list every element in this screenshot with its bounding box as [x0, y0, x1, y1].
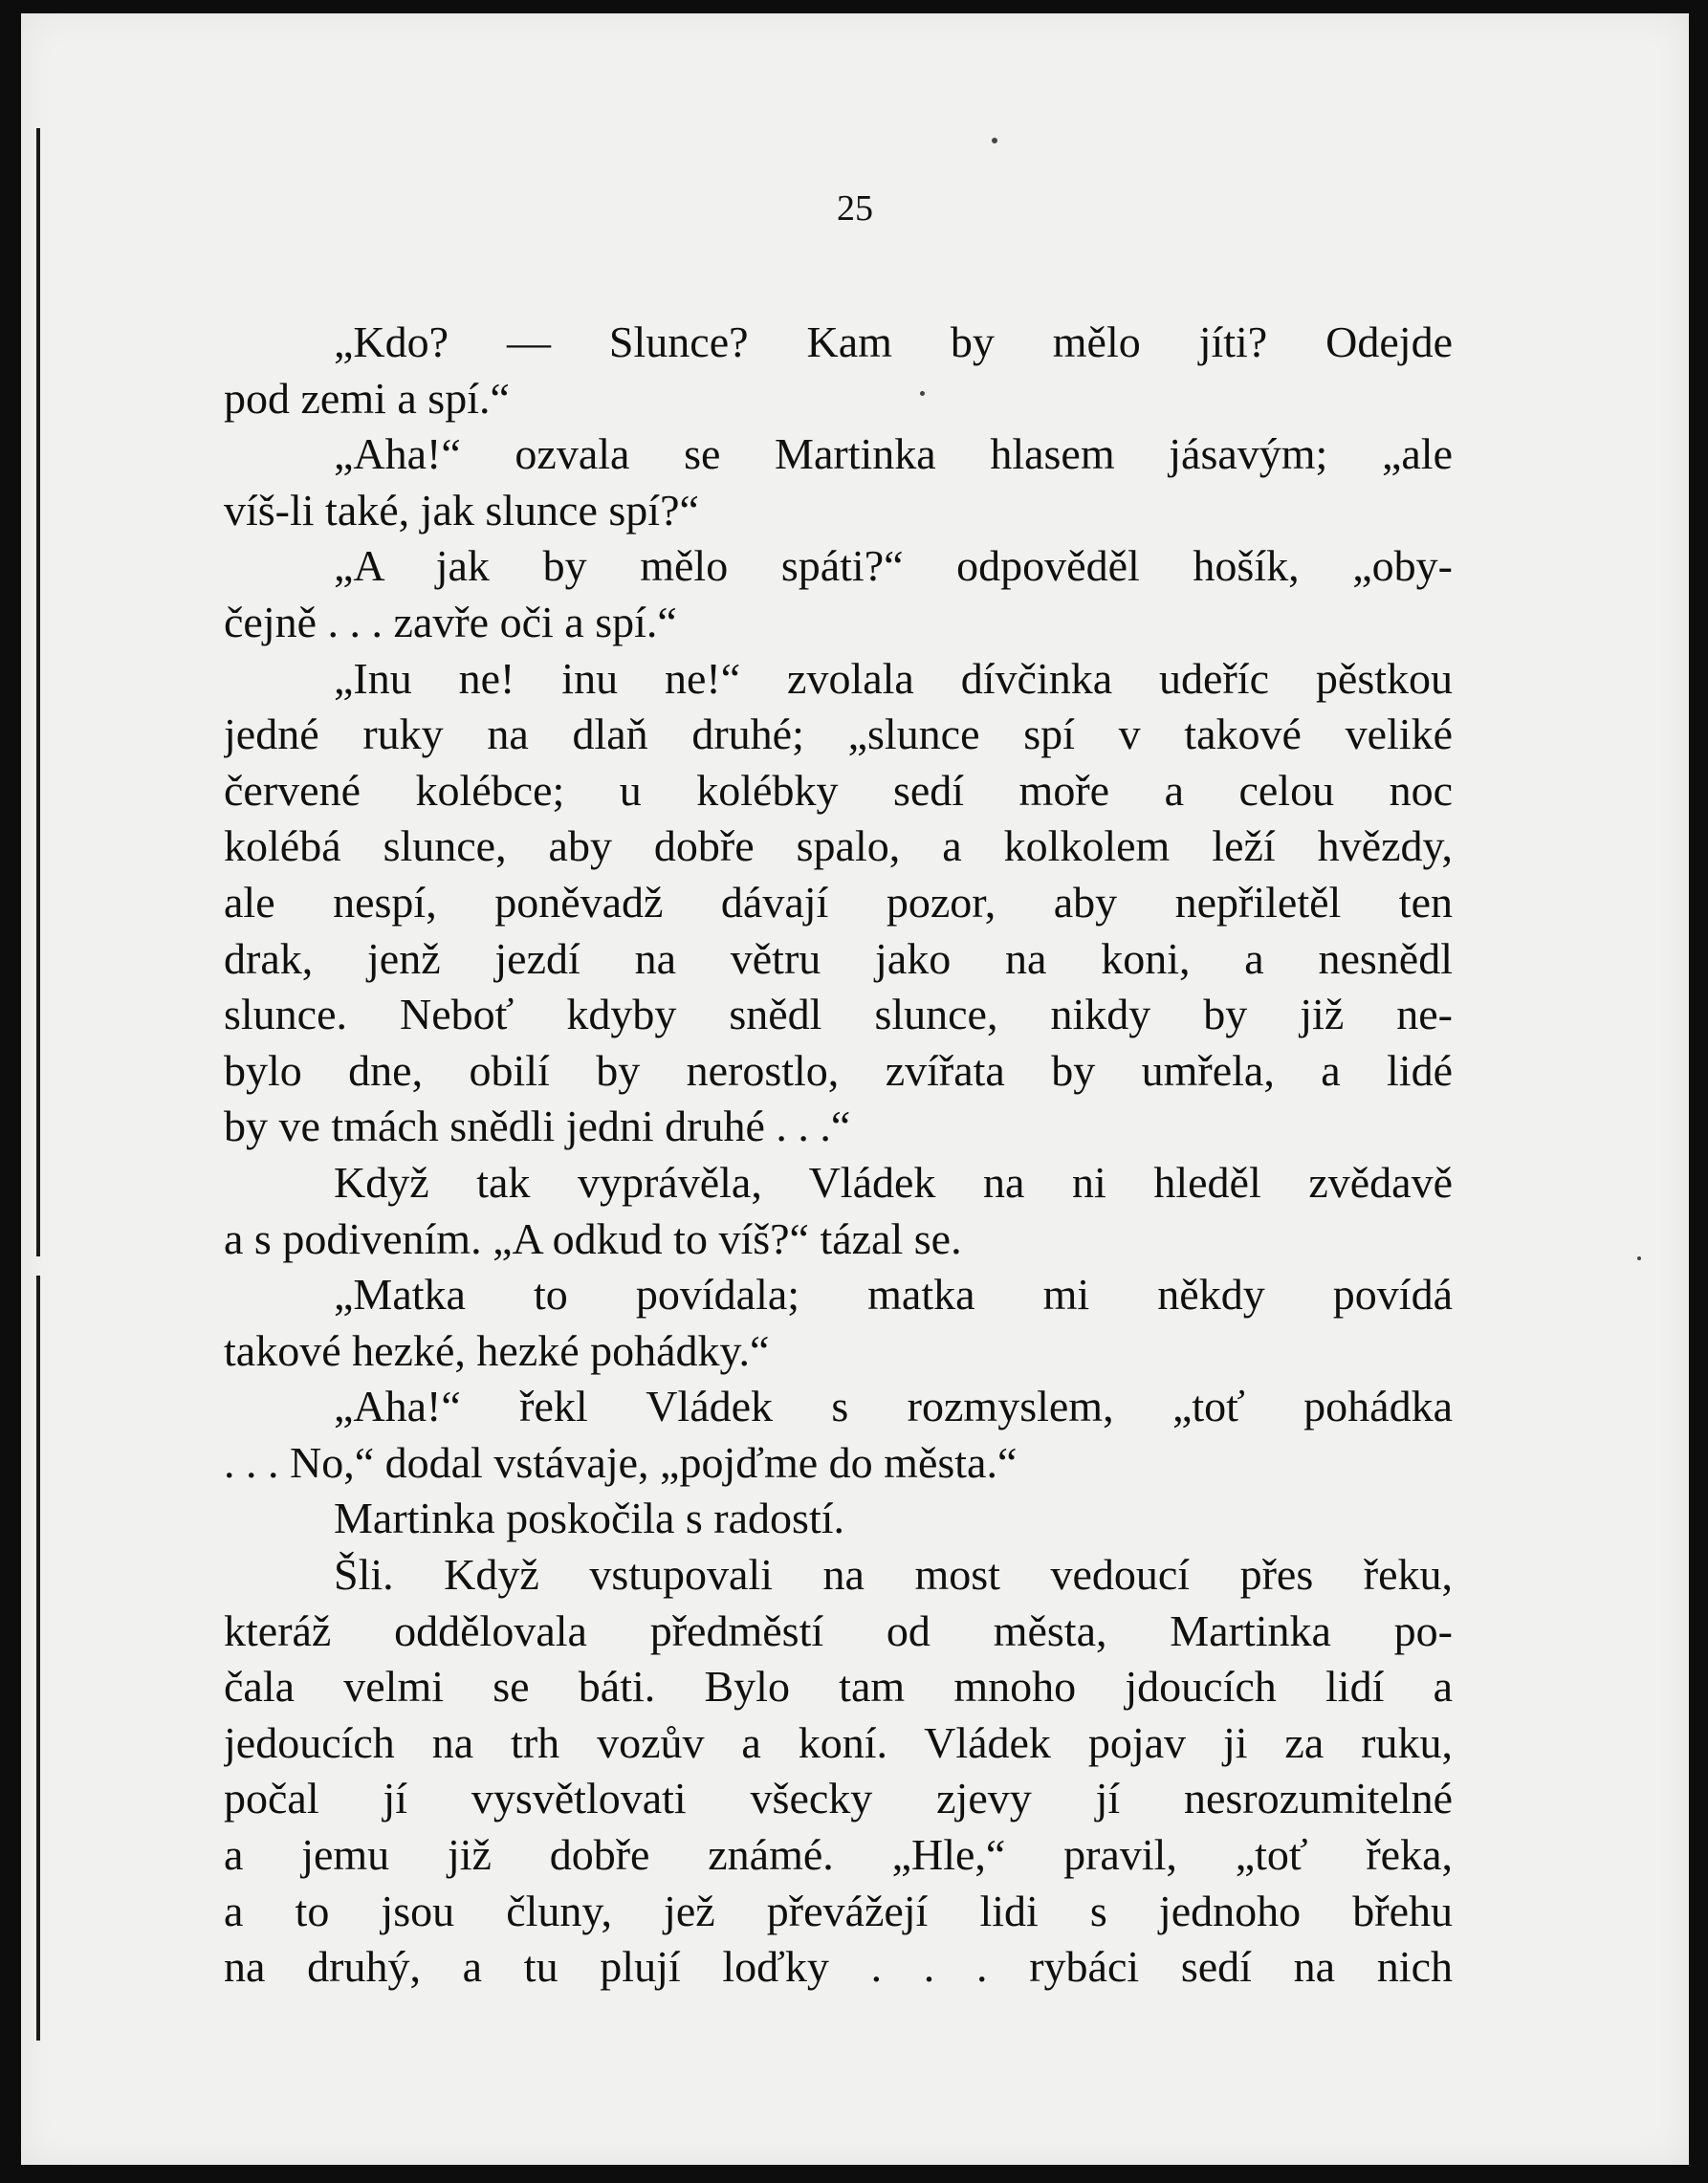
text-line: kolébá slunce, aby dobře spalo, a kolkolem leží hvězdy,	[224, 821, 1453, 871]
text-line: a s podivením. „A odkud to víš?“ tázal se.	[224, 1213, 962, 1263]
text-line: kteráž oddělovala předměstí od města, Martinka po-	[224, 1605, 1453, 1655]
text-line: . . . No,“ dodal vstávaje, „pojďme do města.“	[224, 1437, 1018, 1487]
text-line: víš-li také, jak slunce spí?“	[224, 485, 699, 535]
text-line: „Matka to povídala; matka mi někdy povídá	[334, 1270, 1453, 1320]
text-line: Martinka poskočila s radostí.	[334, 1494, 845, 1543]
text-line: by ve tmách snědli jedni druhé . . .“	[224, 1102, 851, 1151]
text-line: a to jsou čluny, jež převážejí lidi s jednoho břehu	[224, 1886, 1453, 1935]
text-line: „Inu ne! inu ne!“ zvolala dívčinka udeříc pěstkou	[334, 653, 1453, 703]
text-line: jedoucích na trh vozův a koní. Vládek pojav ji za ruku,	[224, 1717, 1453, 1767]
text-line: čala velmi se báti. Bylo tam mnoho jdoucích lidí a	[224, 1662, 1453, 1712]
text-line: ale nespí, poněvadž dávají pozor, aby nepřiletěl ten	[224, 877, 1453, 927]
text-line: pod zemi a spí.“	[224, 373, 510, 423]
text-line: drak, jenž jezdí na větru jako na koni, a nesnědl	[224, 933, 1453, 983]
paper-speck	[920, 391, 925, 396]
text-line: jedné ruky na dlaň druhé; „slunce spí v takové veliké	[224, 709, 1453, 759]
paper-speck	[992, 138, 997, 143]
text-line: „Aha!“ ozvala se Martinka hlasem jásavým; „ale	[334, 429, 1453, 479]
paper-speck	[1637, 1256, 1641, 1260]
text-line: „Kdo? — Slunce? Kam by mělo jíti? Odejde	[334, 317, 1453, 366]
text-line: „Aha!“ řekl Vládek s rozmyslem, „toť pohádka	[334, 1382, 1453, 1431]
book-page	[21, 13, 1689, 2165]
text-line: Šli. Když vstupovali na most vedoucí přes řeku,	[334, 1550, 1453, 1600]
binding-edge-lower	[36, 1276, 40, 2041]
text-line: počal jí vysvětlovati všecky zjevy jí nesrozumitelné	[224, 1774, 1453, 1823]
text-line: na druhý, a tu plují loďky . . . rybáci sedí na nich	[224, 1942, 1453, 1992]
text-line: Když tak vyprávěla, Vládek na ni hleděl zvědavě	[334, 1157, 1453, 1207]
text-line: „A jak by mělo spáti?“ odpověděl hošík, „oby-	[334, 541, 1453, 591]
text-line: slunce. Neboť kdyby snědl slunce, nikdy by již ne-	[224, 990, 1453, 1039]
text-line: takové hezké, hezké pohádky.“	[224, 1325, 770, 1375]
binding-edge	[36, 128, 40, 1256]
body-text	[224, 315, 1453, 1996]
text-line: a jemu již dobře známé. „Hle,“ pravil, „toť řeka,	[224, 1830, 1453, 1880]
text-line: bylo dne, obilí by nerostlo, zvířata by umřela, a lidé	[224, 1045, 1453, 1095]
page-number: 25	[837, 188, 873, 229]
text-line: červené kolébce; u kolébky sedí moře a celou noc	[224, 765, 1453, 815]
text-line: čejně . . . zavře oči a spí.“	[224, 597, 677, 646]
